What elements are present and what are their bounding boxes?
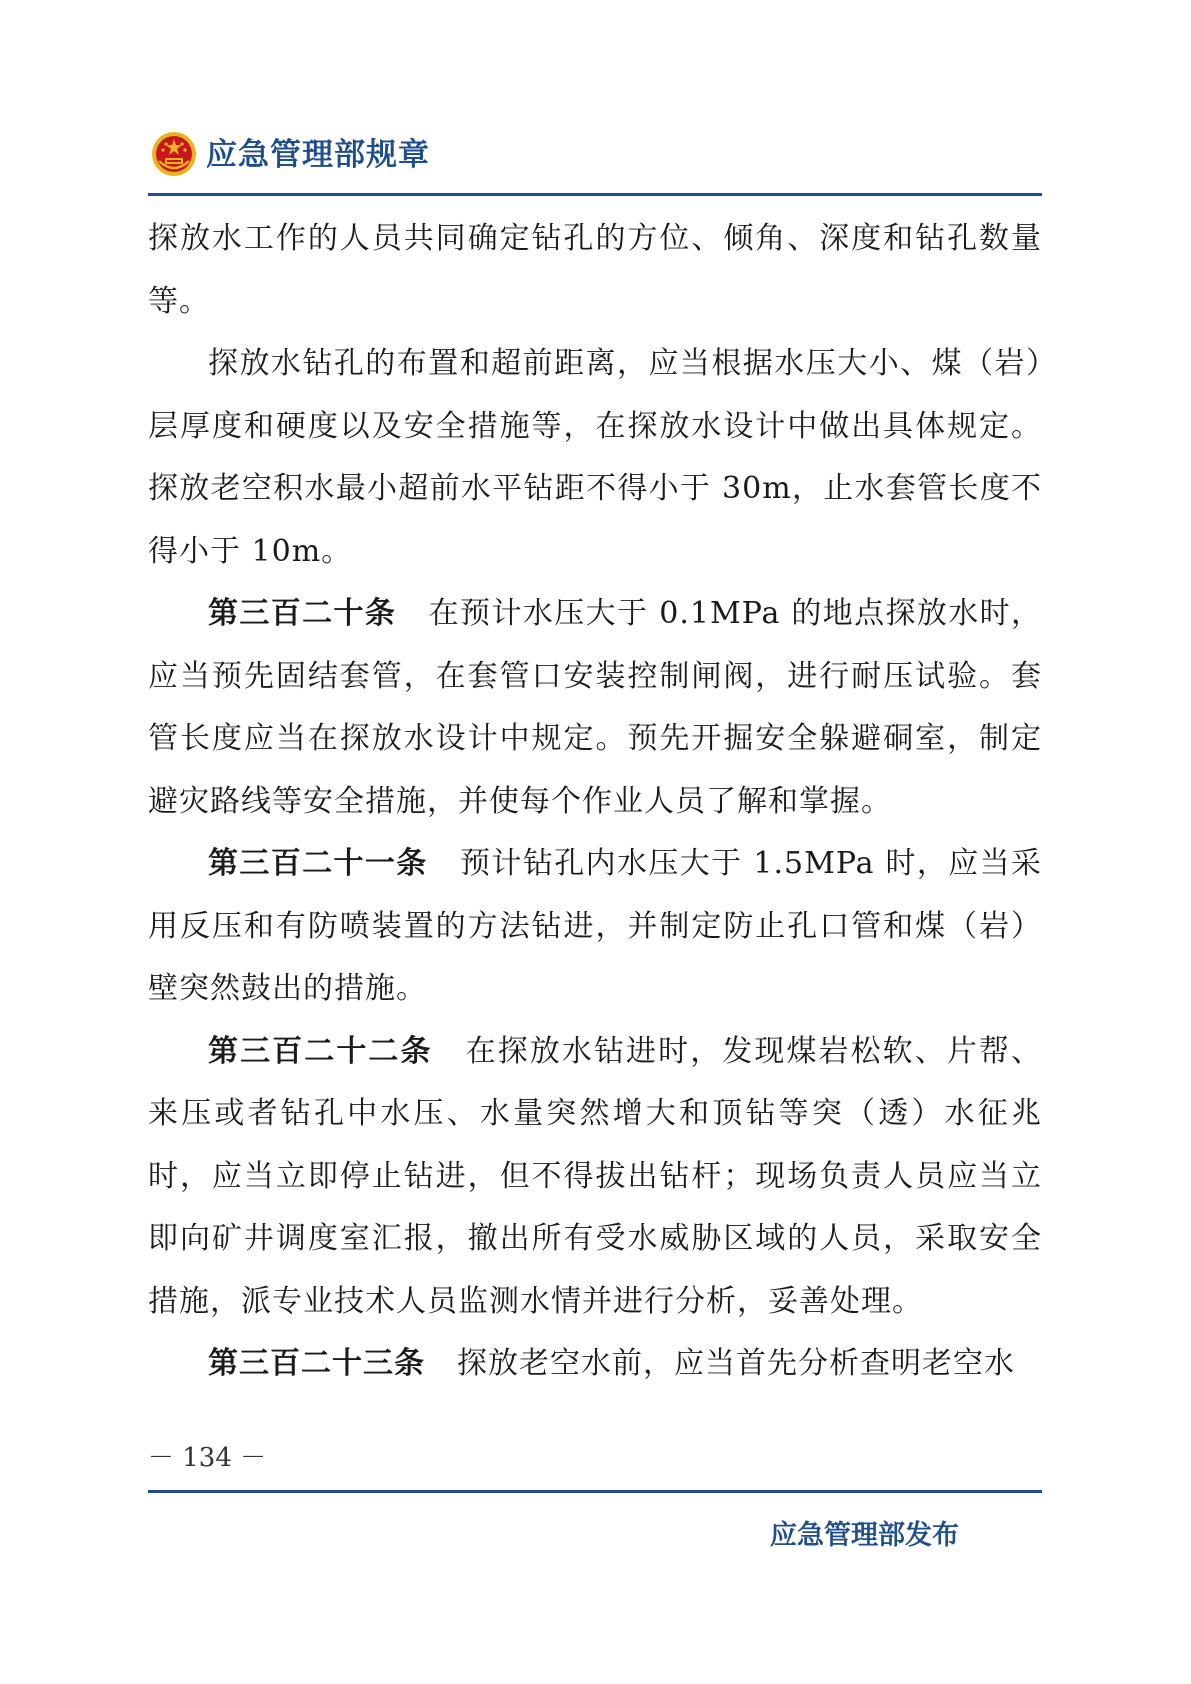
footer-rule <box>148 1490 1042 1493</box>
article-323 <box>148 1333 1042 1396</box>
article-321-text: 预计钻孔内水压大于 1.5MPa 时，应当采用反压和有防喷装置的方法钻进，并制定防止孔口管和煤（岩）壁突然鼓出的措施。 <box>148 846 1042 1006</box>
header-title: 应急管理部规章 <box>206 137 430 173</box>
article-323-title: 第三百二十三条 <box>208 1346 425 1381</box>
paragraph-continuation: 探放水工作的人员共同确定钻孔的方位、倾角、深度和钻孔数量等。 <box>148 221 1042 319</box>
header-rule <box>148 193 1042 196</box>
article-322-text: 在探放水钻进时，发现煤岩松软、片帮、来压或者钻孔中水压、水量突然增大和顶钻等突（透）水征兆时，应当立即停止钻进，但不得拔出钻杆；现场负责人员应当立即向矿井调度室汇报，撤出所有受水威胁区域的人员，采取安全措施，派专业技术人员监测水情并进行分析，妥善处理。 <box>148 1033 1043 1319</box>
article-322 <box>148 1021 1042 1334</box>
article-321-title: 第三百二十一条 <box>208 846 428 881</box>
article-320-title: 第三百二十条 <box>208 596 397 631</box>
document-body <box>148 208 1042 1396</box>
national-emblem-icon <box>151 131 197 177</box>
paragraph-drilling-layout: 探放水钻孔的布置和超前距离，应当根据水压大小、煤（岩）层厚度和硬度以及安全措施等，在探放水设计中做出具体规定。探放老空积水最小超前水平钻距不得小于 30m，止水套管长度不得小于 10m。 <box>148 346 1042 569</box>
article-320-text: 在预计水压大于 0.1MPa 的地点探放水时，应当预先固结套管，在套管口安装控制闸阀，进行耐压试验。套管长度应当在探放水设计中规定。预先开掘安全躲避硐室，制定避灾路线等安全措施，并使每个作业人员了解和掌握。 <box>148 596 1042 819</box>
article-323-text: 探放老空水前，应当首先分析查明老空水 <box>457 1346 1015 1381</box>
article-321 <box>148 833 1042 1021</box>
footer-publisher: 应急管理部发布 <box>770 1520 959 1551</box>
article-320 <box>148 583 1042 833</box>
article-322-title: 第三百二十二条 <box>208 1033 433 1069</box>
page-number: － 134 － <box>148 1443 267 1473</box>
